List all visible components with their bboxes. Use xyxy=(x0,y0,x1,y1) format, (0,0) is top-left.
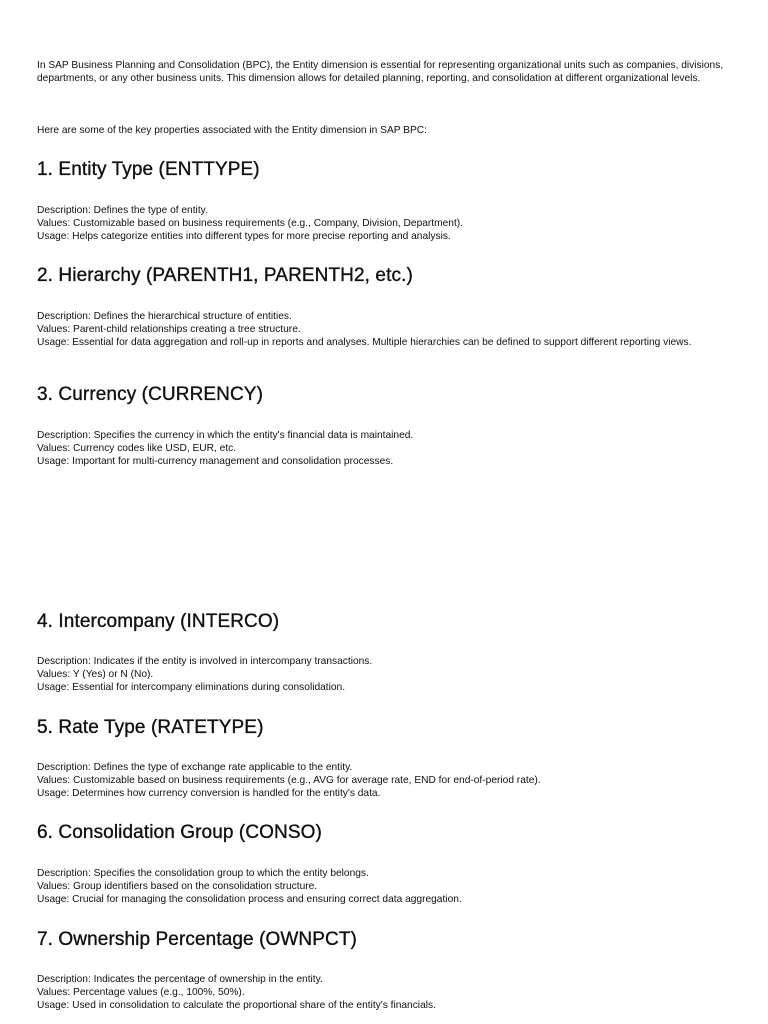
property-usage: Usage: Determines how currency conversion is handled for the entity's data. xyxy=(37,788,381,799)
section-heading-rate-type: 5. Rate Type (RATETYPE) xyxy=(37,717,264,738)
section-body-ownership-percentage xyxy=(37,973,737,1012)
intro-paragraph: In SAP Business Planning and Consolidation (BPC), the Entity dimension is essential for representing organizational units such as companies, divisions, departments, or any other business units. This dimension allows for detailed planning, reporting, and consolidation at different organizational levels. xyxy=(37,60,724,84)
property-values: Values: Group identifiers based on the consolidation structure. xyxy=(37,881,318,892)
section-body-consolidation-group xyxy=(37,867,737,906)
section-body-entity-type xyxy=(37,204,737,243)
property-values: Values: Currency codes like USD, EUR, etc. xyxy=(37,443,237,454)
property-usage: Usage: Crucial for managing the consolidation process and ensuring correct data aggregation. xyxy=(37,894,462,905)
property-description: Description: Indicates if the entity is involved in intercompany transactions. xyxy=(37,656,373,667)
property-description: Description: Defines the type of exchange rate applicable to the entity. xyxy=(37,762,353,773)
property-usage: Usage: Important for multi-currency management and consolidation processes. xyxy=(37,456,394,467)
property-description: Description: Defines the hierarchical structure of entities. xyxy=(37,311,292,322)
property-description: Description: Specifies the currency in which the entity's financial data is maintained. xyxy=(37,430,414,441)
section-heading-intercompany: 4. Intercompany (INTERCO) xyxy=(37,611,280,632)
property-usage: Usage: Used in consolidation to calculate the proportional share of the entity's financials. xyxy=(37,1000,436,1011)
section-body-hierarchy xyxy=(37,310,737,349)
section-body-intercompany xyxy=(37,655,737,694)
property-usage: Usage: Essential for intercompany eliminations during consolidation. xyxy=(37,682,346,693)
property-description: Description: Defines the type of entity. xyxy=(37,205,208,216)
property-usage: Usage: Essential for data aggregation and roll-up in reports and analyses. Multiple hierarchies can be defined to support different reporting views. xyxy=(37,337,692,348)
section-body-rate-type xyxy=(37,761,737,800)
section-heading-entity-type: 1. Entity Type (ENTTYPE) xyxy=(37,159,260,180)
section-heading-ownership-percentage: 7. Ownership Percentage (OWNPCT) xyxy=(37,929,357,950)
section-heading-currency: 3. Currency (CURRENCY) xyxy=(37,384,264,405)
property-values: Values: Percentage values (e.g., 100%, 50%). xyxy=(37,987,245,998)
section-heading-hierarchy: 2. Hierarchy (PARENTH1, PARENTH2, etc.) xyxy=(37,265,413,286)
property-values: Values: Customizable based on business requirements (e.g., Company, Division, Department). xyxy=(37,218,463,229)
property-description: Description: Indicates the percentage of ownership in the entity. xyxy=(37,974,323,985)
property-description: Description: Specifies the consolidation group to which the entity belongs. xyxy=(37,868,369,879)
property-values: Values: Customizable based on business requirements (e.g., AVG for average rate, END for end-of-period rate). xyxy=(37,775,541,786)
section-heading-consolidation-group: 6. Consolidation Group (CONSO) xyxy=(37,822,322,843)
intro-lead-in: Here are some of the key properties associated with the Entity dimension in SAP BPC: xyxy=(37,125,427,136)
property-values: Values: Parent-child relationships creating a tree structure. xyxy=(37,324,301,335)
property-values: Values: Y (Yes) or N (No). xyxy=(37,669,154,680)
property-usage: Usage: Helps categorize entities into different types for more precise reporting and analysis. xyxy=(37,231,451,242)
section-body-currency xyxy=(37,429,737,468)
